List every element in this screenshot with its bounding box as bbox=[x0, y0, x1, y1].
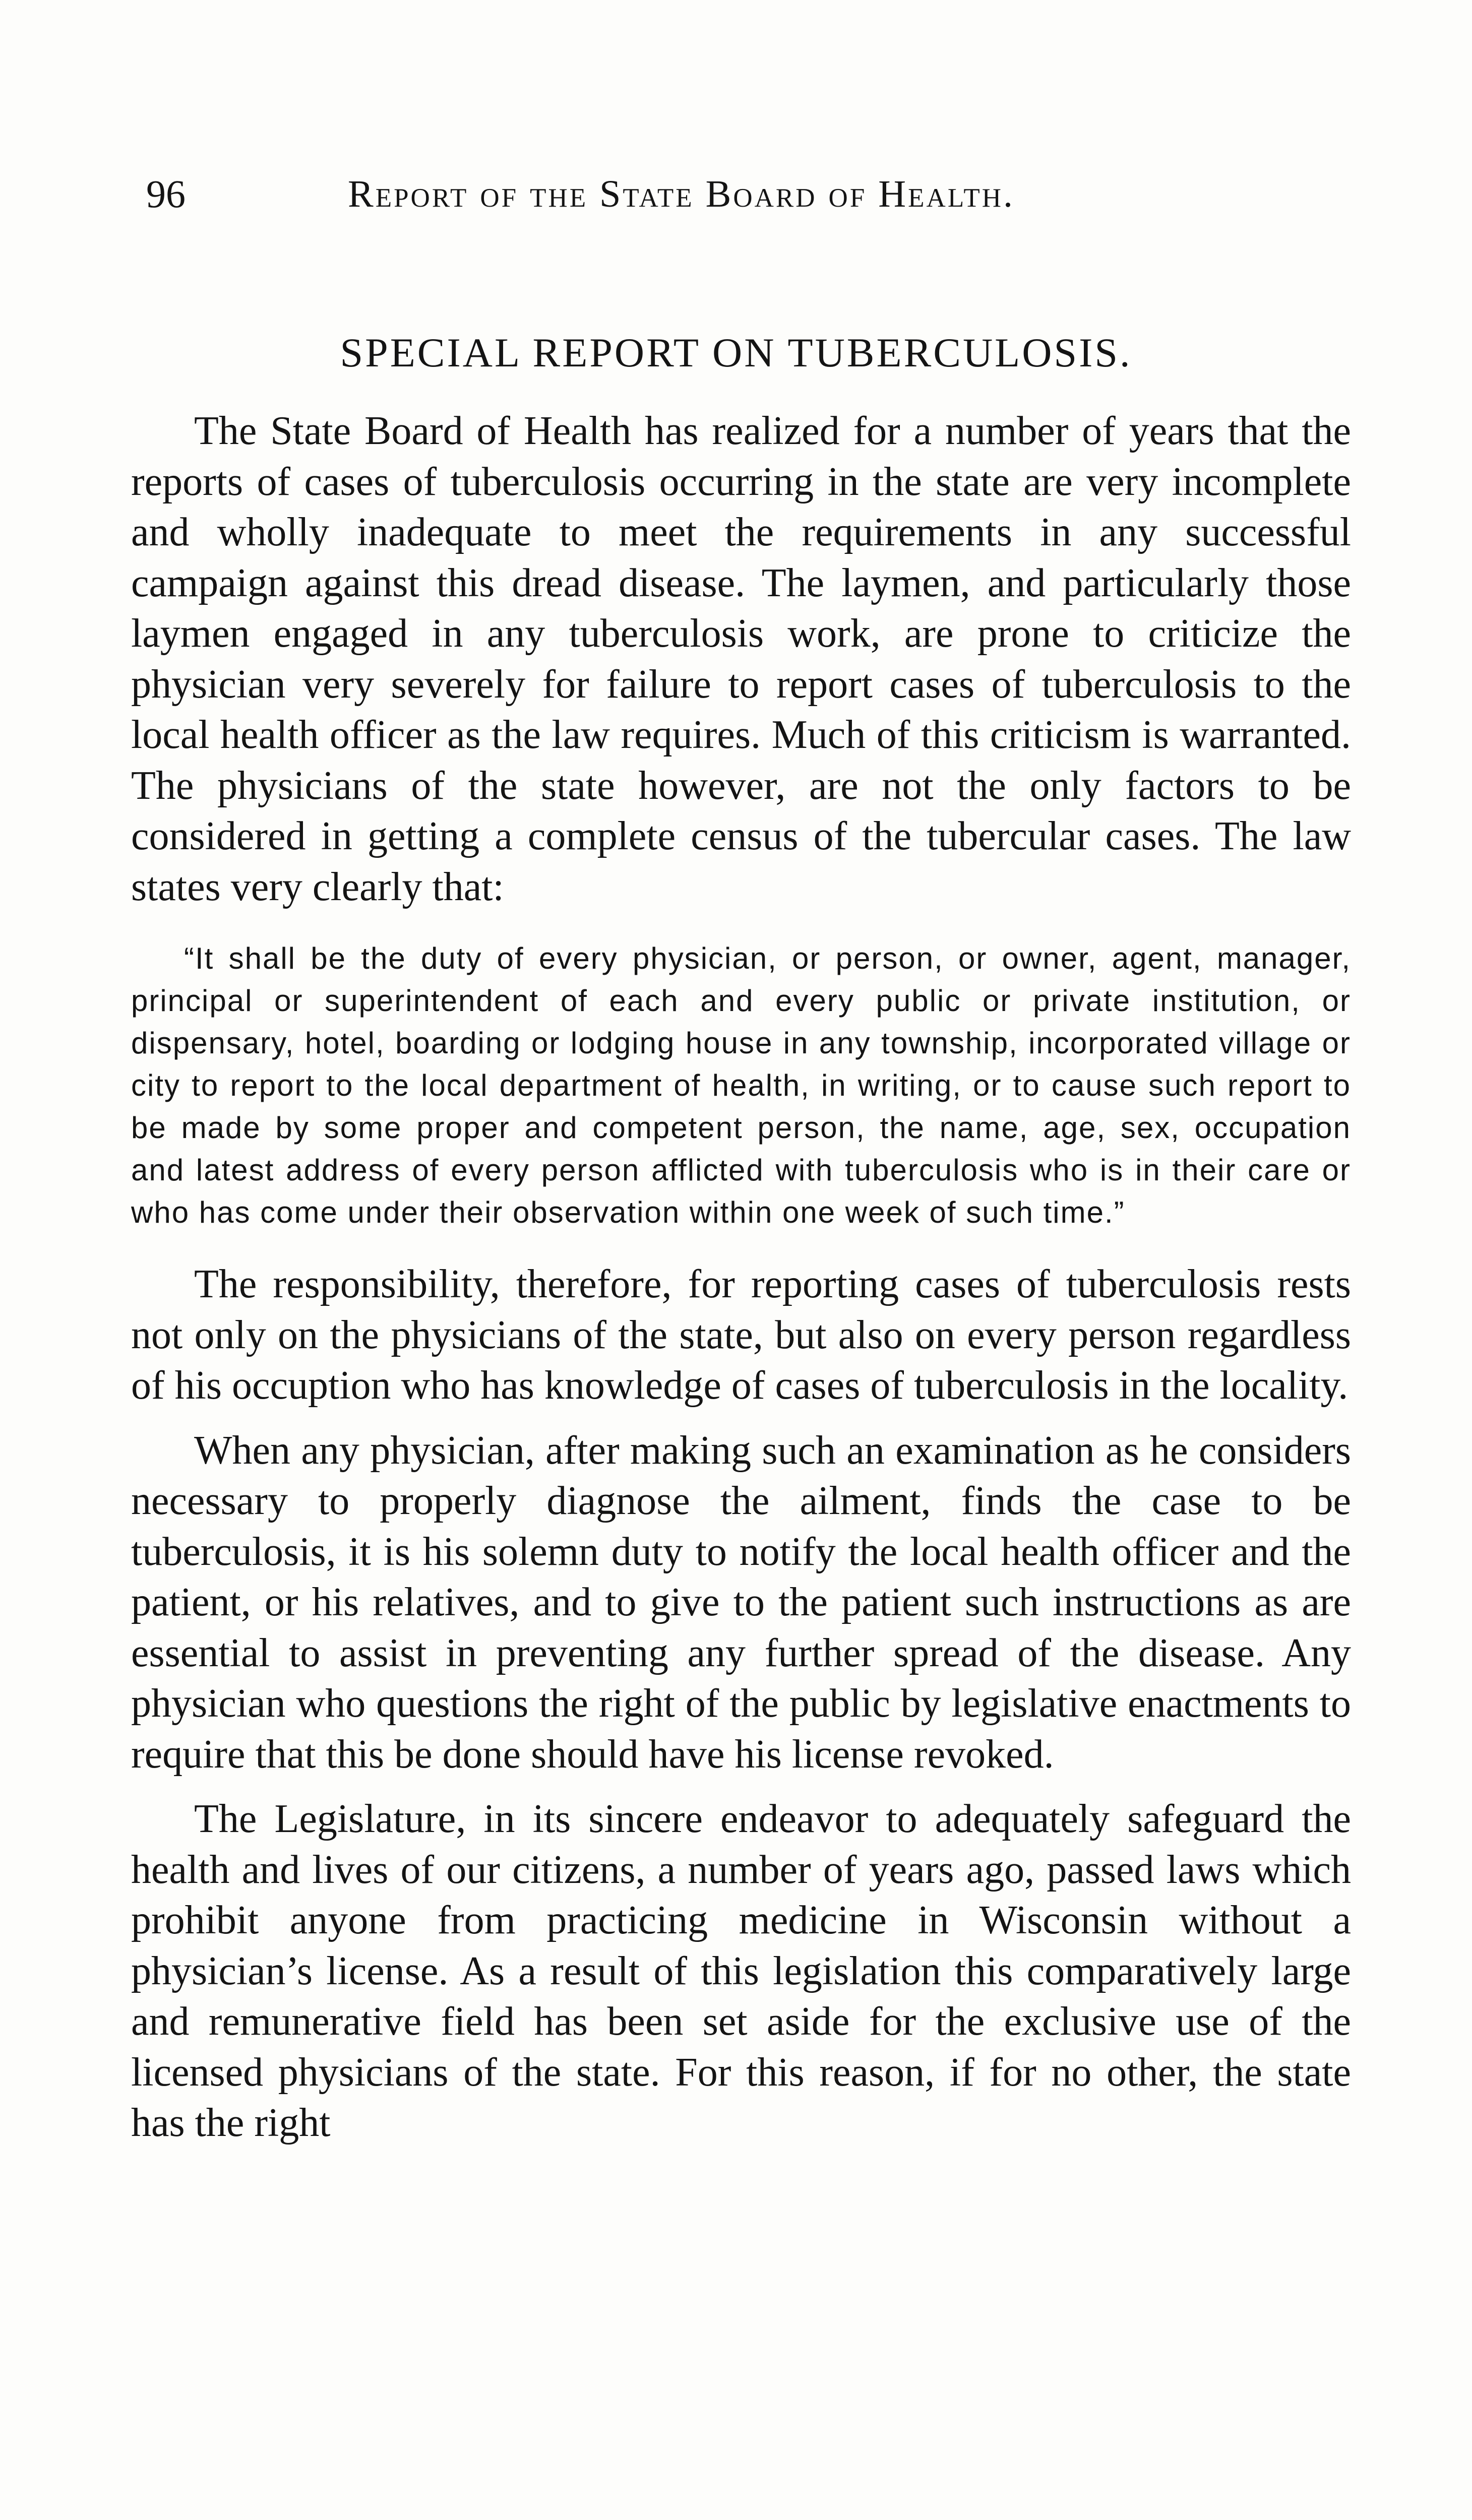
page-header bbox=[131, 166, 1331, 222]
law-quotation: “It shall be the duty of every physician, or person, or owner, agent, manager, principal or superintendent of each and every public or private institution, or dispensary, hotel, boarding or lodging house in any township, incorporated village or city to report to the local department of health, in writing, or to cause such report to be made by some proper and competent person, the name, age, sex, occupation and latest address of every person afflicted with tuberculosis who is in their care or who has come under their observation within one week of such time.” bbox=[131, 941, 1351, 1229]
paragraph-legislature: The Legislature, in its sincere endeavor to adequately safeguard the health and lives of our citizens, a number of years ago, passed laws which prohibit anyone from practicing medicine in Wisconsin without a physician’s license. As a result of this legislation this comparatively large and remunerative field has been set aside for the exclusive use of the licensed physicians of the state. For this reason, if for no other, the state has the right bbox=[131, 1797, 1351, 2145]
paragraph-responsibility: The responsibility, therefore, for reporting cases of tuberculosis rests not only on the physicians of the state, but also on every person regardless of his occuption who has knowledge of cases of tuberculosis in the locality. bbox=[131, 1262, 1351, 1408]
section-title: SPECIAL REPORT ON TUBERCULOSIS. bbox=[340, 330, 1132, 375]
paragraph-intro: The State Board of Health has realized for a number of years that the reports of cases of tuberculosis occurring in the state are very incomplete and wholly inadequate to meet the requirements in any successful campaign against this dread disease. The laymen, and particularly those laymen engaged in any tuberculosis work, are prone to criticize the physician very severely for failure to report cases of tuberculosis to the local health officer as the law requires. Much of this criticism is warranted. The physicians of the state however, are not the only factors to be considered in getting a complete census of the tubercular cases. The law states very clearly that: bbox=[131, 409, 1351, 909]
page-number: 96 bbox=[146, 172, 186, 216]
body-text bbox=[131, 406, 1351, 2149]
paragraph-physician-duty: When any physician, after making such an examination as he considers necessary to properly diagnose the ailment, finds the case to be tuberculosis, it is his solemn duty to notify the local health officer and the patient, or his relatives, and to give to the patient such instructions as are essential to assist in preventing any further spread of the disease. Any physician who questions the right of the public by legislative enactments to require that this be done should have his license revoked. bbox=[131, 1428, 1351, 1777]
running-head: Report of the State Board of Health. bbox=[348, 173, 1015, 215]
